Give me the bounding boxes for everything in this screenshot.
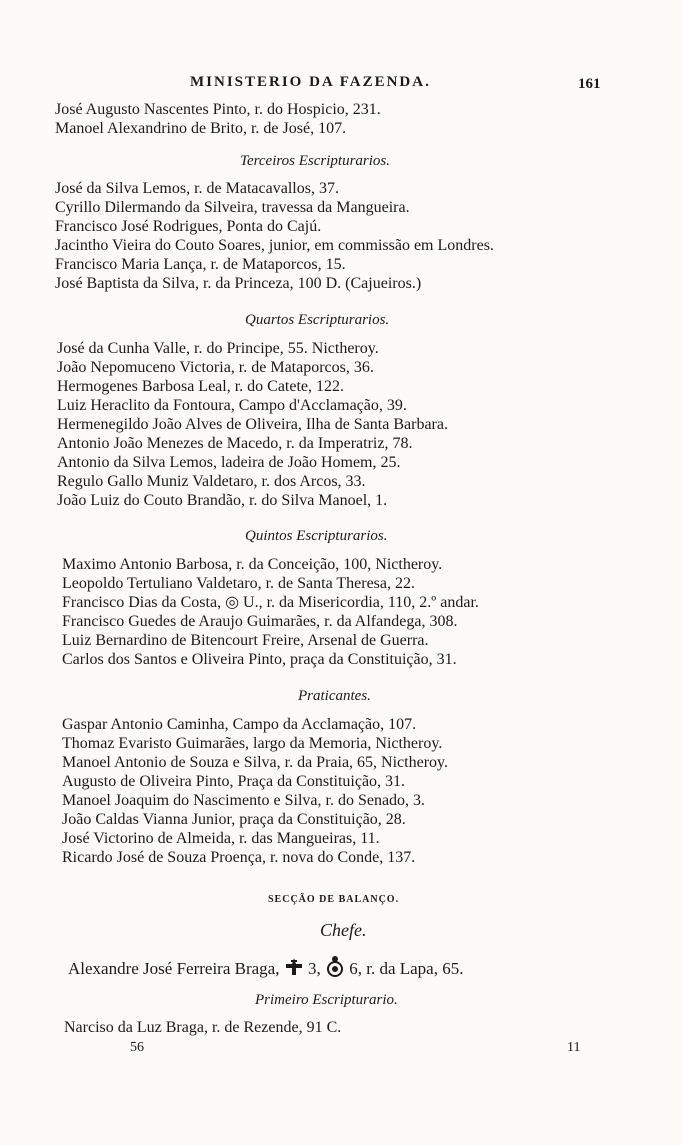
list-item: Manoel Antonio de Souza e Silva, r. da Praia, 65, Nictheroy. xyxy=(62,754,448,771)
list-item: Hermogenes Barbosa Leal, r. do Catete, 122. xyxy=(57,378,345,395)
chefe-address: r. da Lapa, 65. xyxy=(366,959,464,978)
list-item: Luiz Bernardino de Bitencourt Freire, Arsenal de Guerra. xyxy=(62,632,429,649)
list-item: João Caldas Vianna Junior, praça da Constituição, 28. xyxy=(62,811,406,828)
list-item: José Baptista da Silva, r. da Princeza, 100 D. (Cajueiros.) xyxy=(55,275,422,292)
chefe-cross-number: 3, xyxy=(307,959,321,978)
list-item: Regulo Gallo Muniz Valdetaro, r. dos Arcos, 33. xyxy=(57,473,366,490)
list-item: Leopoldo Tertuliano Valdetaro, r. de Santa Theresa, 22. xyxy=(62,575,416,592)
list-item: Narciso da Luz Braga, r. de Rezende, 91 C. xyxy=(64,1019,342,1036)
chefe-order-number: 6, xyxy=(349,959,362,978)
chefe-line xyxy=(68,955,463,982)
list-item: José da Cunha Valle, r. do Principe, 55. Nictheroy. xyxy=(57,340,379,357)
list-item: José Augusto Nascentes Pinto, r. do Hospicio, 231. xyxy=(55,101,381,118)
footer-signature-right: 11 xyxy=(567,1040,581,1055)
section-heading-quartos: Quartos Escripturarios. xyxy=(245,312,390,328)
list-item: Manoel Alexandrino de Brito, r. de José, 107. xyxy=(55,120,347,137)
list-item: Antonio João Menezes de Macedo, r. da Imperatriz, 78. xyxy=(57,435,413,452)
chefe-heading: Chefe. xyxy=(320,920,367,940)
page-number: 161 xyxy=(578,76,601,92)
list-item: Francisco José Rodrigues, Ponta do Cajú. xyxy=(55,218,322,235)
list-item: Manoel Joaquim do Nascimento e Silva, r. do Senado, 3. xyxy=(62,792,426,809)
list-item: José Victorino de Almeida, r. das Mangueiras, 11. xyxy=(62,830,380,847)
list-item: Carlos dos Santos e Oliveira Pinto, praça da Constituição, 31. xyxy=(62,651,457,668)
list-item: Francisco Dias da Costa, ◎ U., r. da Misericordia, 110, 2.º andar. xyxy=(62,594,479,611)
section-heading-terceiros: Terceiros Escripturarios. xyxy=(240,153,391,169)
list-item: Hermenegildo João Alves de Oliveira, Ilha de Santa Barbara. xyxy=(57,416,448,433)
order-decoration-icon xyxy=(325,955,345,982)
list-item: Maximo Antonio Barbosa, r. da Conceição, 100, Nictheroy. xyxy=(62,556,443,573)
primeiro-heading: Primeiro Escripturario. xyxy=(255,992,398,1008)
list-item: Augusto de Oliveira Pinto, Praça da Constituição, 31. xyxy=(62,773,406,790)
list-item: João Luiz do Couto Brandão, r. do Silva Manoel, 1. xyxy=(57,492,388,509)
list-item: Ricardo José de Souza Proença, r. nova do Conde, 137. xyxy=(62,849,416,866)
footer-signature-left: 56 xyxy=(130,1040,144,1055)
list-item: Francisco Maria Lança, r. de Mataporcos, 15. xyxy=(55,256,346,273)
list-item: Luiz Heraclito da Fontoura, Campo d'Acclamação, 39. xyxy=(57,397,407,414)
list-item: Gaspar Antonio Caminha, Campo da Acclamação, 107. xyxy=(62,716,417,733)
chefe-name: Alexandre José Ferreira Braga, xyxy=(68,959,280,978)
section-heading-quintos: Quintos Escripturarios. xyxy=(245,528,388,544)
section-title-balanco: SECÇÃO DE BALANÇO. xyxy=(268,894,400,905)
list-item: Thomaz Evaristo Guimarães, largo da Memoria, Nictheroy. xyxy=(62,735,443,752)
list-item: José da Silva Lemos, r. de Matacavallos, 37. xyxy=(55,180,339,197)
list-item: Francisco Guedes de Araujo Guimarães, r. da Alfandega, 308. xyxy=(62,613,458,630)
list-item: João Nepomuceno Victoria, r. de Mataporcos, 36. xyxy=(57,359,374,376)
section-heading-praticantes: Praticantes. xyxy=(298,688,371,704)
list-item: Antonio da Silva Lemos, ladeira de João Homem, 25. xyxy=(57,454,401,471)
running-title: MINISTERIO DA FAZENDA. xyxy=(190,74,431,90)
page-header xyxy=(0,74,683,98)
cross-decoration-icon xyxy=(284,957,304,982)
list-item: Jacintho Vieira do Couto Soares, junior, em commissão em Londres. xyxy=(55,237,494,254)
list-item: Cyrillo Dilermando da Silveira, travessa da Mangueira. xyxy=(55,199,410,216)
